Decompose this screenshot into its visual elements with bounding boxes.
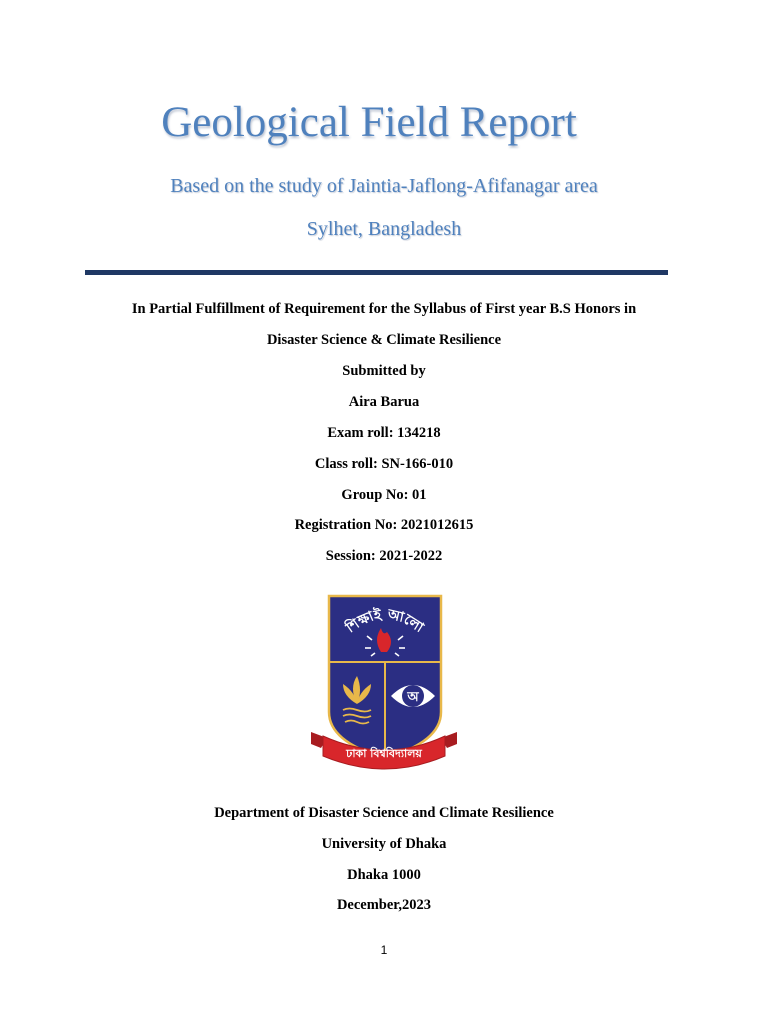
session: Session: 2021-2022 bbox=[325, 548, 443, 564]
requirement-line-1: In Partial Fulfillment of Requirement for the Syllabus of First year B.S Honors in bbox=[131, 301, 637, 317]
title-divider bbox=[85, 270, 668, 275]
university-name: University of Dhaka bbox=[321, 836, 447, 852]
report-subtitle-location: Sylhet, Bangladesh bbox=[306, 218, 462, 240]
crest-motto-text: শিক্ষাই আলো bbox=[343, 606, 427, 637]
report-subtitle-study-area: Based on the study of Jaintia-Jaflong-Afifanagar area bbox=[170, 175, 598, 197]
crest-banner-text: ঢাকা বিশ্ববিদ্যালয় bbox=[346, 747, 422, 760]
exam-roll: Exam roll: 134218 bbox=[327, 425, 441, 441]
university-crest-logo bbox=[309, 592, 459, 770]
submission-date: December,2023 bbox=[336, 897, 432, 913]
student-name: Aira Barua bbox=[348, 394, 420, 410]
city-postcode: Dhaka 1000 bbox=[347, 867, 421, 883]
registration-number: Registration No: 2021012615 bbox=[294, 517, 474, 533]
department-name: Department of Disaster Science and Climate Resilience bbox=[214, 805, 554, 821]
page-number: 1 bbox=[380, 943, 388, 957]
report-title: Geological Field Report bbox=[161, 99, 577, 146]
requirement-line-2: Disaster Science & Climate Resilience bbox=[266, 332, 502, 348]
eye-letter: অ bbox=[407, 690, 419, 705]
submitted-by-label: Submitted by bbox=[342, 363, 426, 379]
group-number: Group No: 01 bbox=[341, 487, 427, 503]
class-roll: Class roll: SN-166-010 bbox=[314, 456, 454, 472]
